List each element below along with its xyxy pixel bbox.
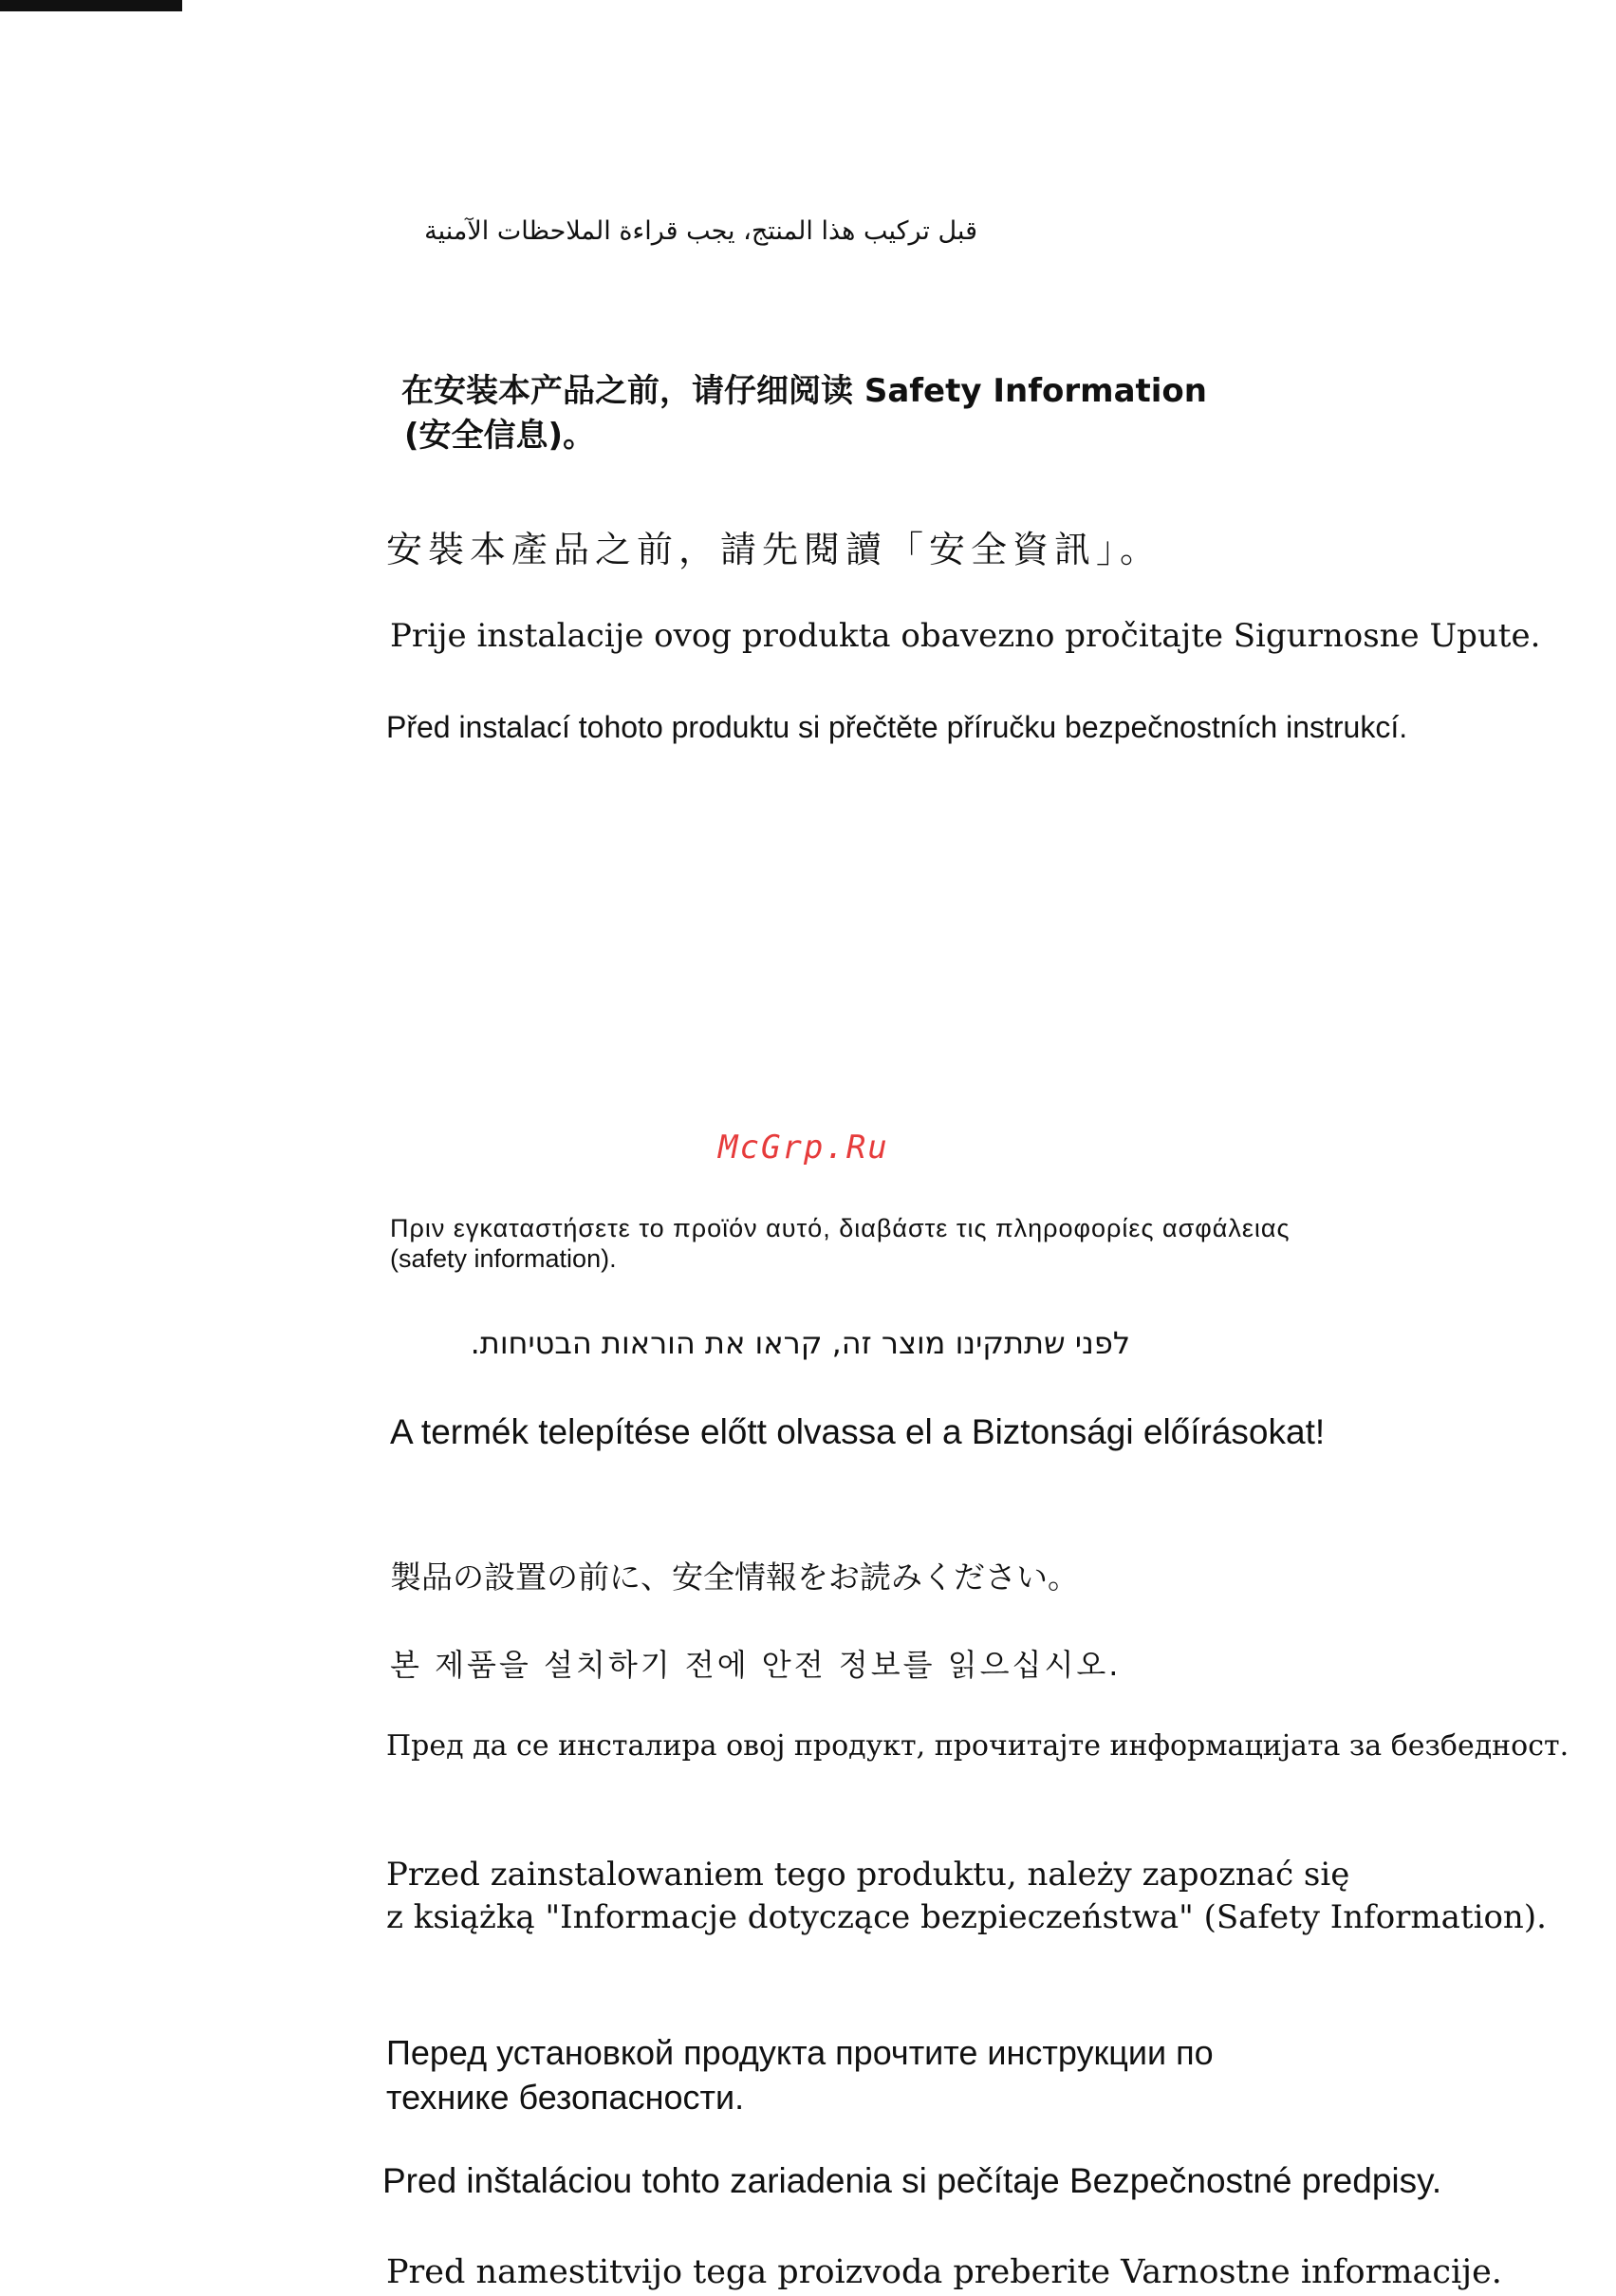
notice-polish-line2: z książką "Informacje dotyczące bezpieczeństwa" (Safety Information). — [386, 1898, 1547, 1936]
notice-slovenian: Pred namestitvijo tega proizvoda preberite Varnostne informacije. — [386, 2253, 1502, 2291]
notice-russian-line2: технике безопасности. — [386, 2078, 745, 2117]
notice-greek-line1: Πριν εγκαταστήσετε το προϊόν αυτό, διαβάστε τις πληροφορίες ασφάλειας — [390, 1214, 1291, 1242]
notice-japanese: 製品の設置の前に、安全情報をお読みください。 — [390, 1559, 1079, 1596]
notice-chinese-simplified-line2: (安全信息)。 — [404, 417, 596, 455]
notice-korean: 본 제품을 설치하기 전에 안전 정보를 읽으십시오. — [390, 1647, 1122, 1683]
notice-slovak: Pred inštaláciou tohto zariadenia si pečítaje Bezpečnostné predpisy. — [382, 2161, 1442, 2200]
notice-russian-line1: Перед установкой продукта прочтите инструкции по — [386, 2033, 1214, 2072]
notice-arabic: قبل تركيب هذا المنتج، يجب قراءة الملاحظات الآمنية — [424, 216, 977, 246]
watermark-logo: McGrp.Ru — [718, 1129, 889, 1167]
notice-greek-line2: (safety information). — [390, 1244, 617, 1273]
notice-polish-line1: Przed zainstalowaniem tego produktu, należy zapoznać się — [386, 1856, 1350, 1894]
notice-hungarian: A termék telepítése előtt olvassa el a Biztonsági előírásokat! — [390, 1412, 1326, 1451]
notice-hebrew: לפני שתתקינו מוצר זה, קראו את הוראות הבטיחות. — [470, 1325, 1130, 1361]
notice-macedonian: Пред да се инсталира овој продукт, прочитајте информацијата за безбедност. — [386, 1729, 1570, 1763]
notice-chinese-traditional: 安裝本產品之前，請先閱讀「安全資訊」。 — [386, 529, 1162, 570]
notice-croatian: Prije instalacije ovog produkta obavezno pročitajte Sigurnosne Upute. — [390, 617, 1541, 655]
notice-czech: Před instalací tohoto produktu si přečtěte příručku bezpečnostních instrukcí. — [386, 710, 1408, 744]
notice-chinese-simplified-line1: 在安装本产品之前，请仔细阅读 Safety Information — [401, 372, 1207, 410]
corner-bar — [0, 0, 182, 11]
